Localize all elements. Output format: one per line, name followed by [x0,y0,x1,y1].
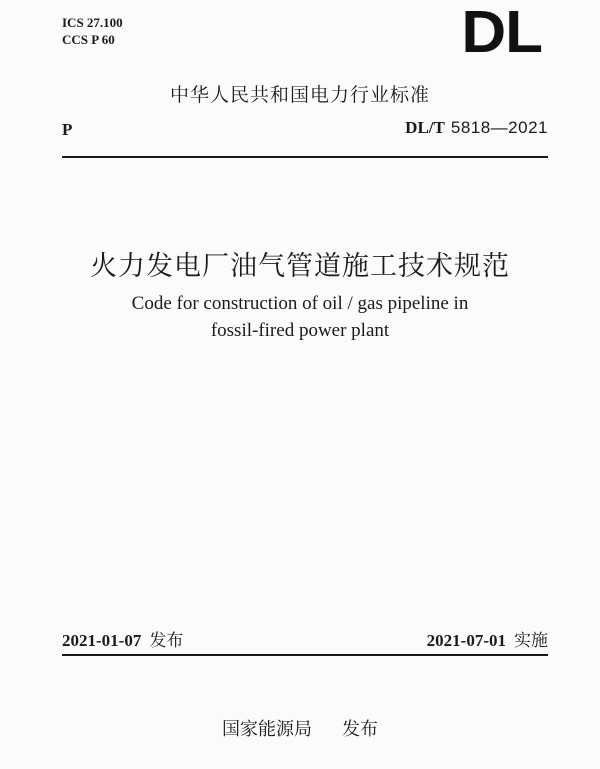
document-title-english [0,290,600,344]
implementation-date-block [427,626,548,651]
standard-prefix: DL/T [405,118,445,137]
issue-label: 发布 [149,631,184,651]
ics-code: ICS 27.100 [62,15,123,30]
top-divider [62,156,548,158]
publisher-name: 国家能源局 [222,719,312,740]
implementation-date: 2021-07-01 [426,631,506,650]
industry-standard-heading: 中华人民共和国电力行业标准 [169,84,430,106]
issue-date: 2021-01-07 [62,631,142,650]
dl-logo: DL [461,0,542,66]
category-code: P [62,120,73,139]
standard-number [405,118,548,138]
publisher-line [0,715,600,741]
bottom-divider [62,654,548,656]
implementation-label: 实施 [514,631,548,651]
issue-date-block [62,626,183,651]
standard-code: 5818—2021 [450,118,548,137]
english-title-line-2: fossil-fired power plant [210,320,390,341]
ccs-code: CCS P 60 [62,32,115,47]
publisher-action: 发布 [342,719,378,740]
document-title-chinese: 火力发电厂油气管道施工技术规范 [90,251,510,282]
classification-codes [62,14,123,48]
english-title-line-1: Code for construction of oil / gas pipeline in [131,293,469,314]
